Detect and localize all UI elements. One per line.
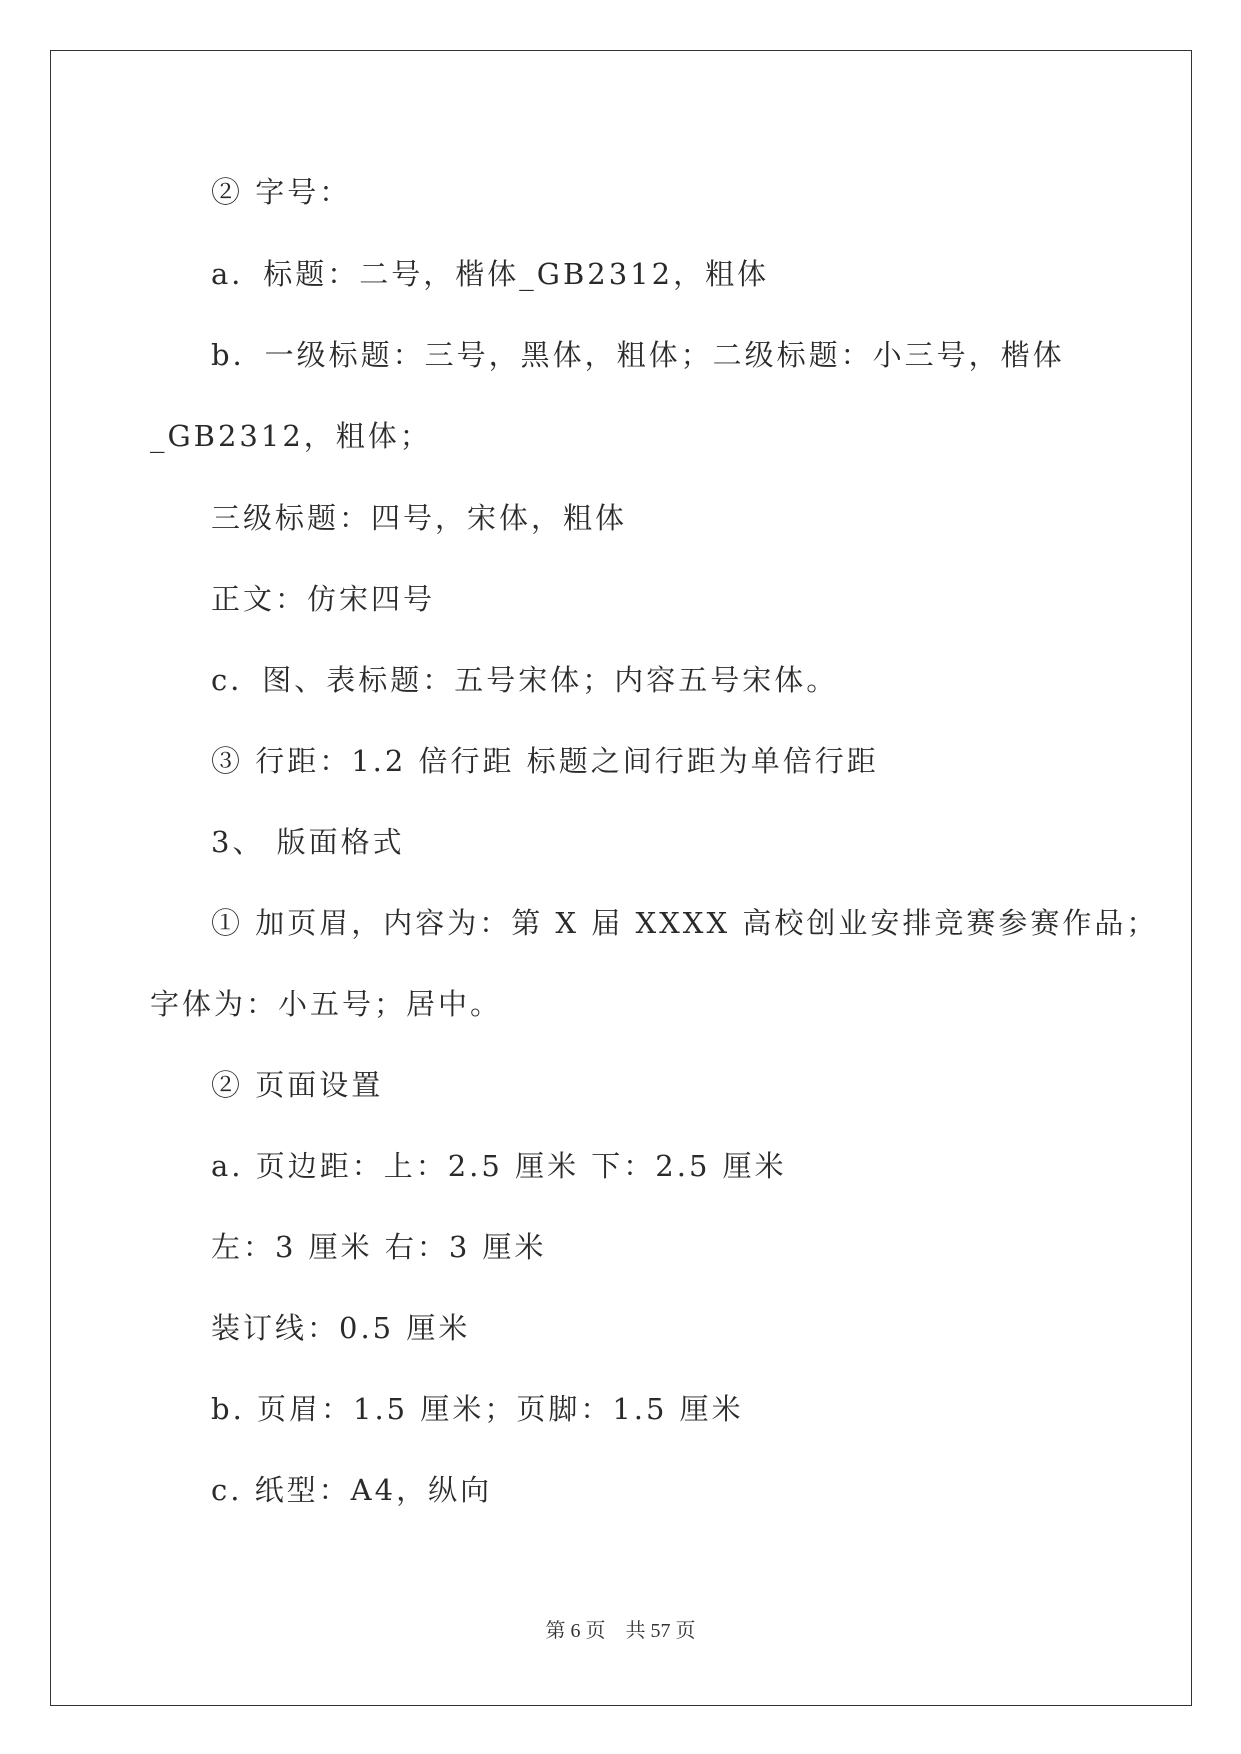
page-number: 第 6 页 共 57 页	[545, 1620, 696, 1642]
section-heading: 3、 版面格式	[211, 825, 405, 859]
page-border	[50, 50, 1192, 1706]
doc-line: b. 页眉：1.5 厘米；页脚：1.5 厘米	[211, 1392, 744, 1426]
doc-line: a．标题：二号，楷体_GB2312，粗体	[211, 257, 770, 291]
doc-line: 三级标题：四号，宋体，粗体	[211, 501, 628, 535]
doc-line: 正文：仿宋四号	[211, 582, 436, 616]
doc-line: ① 加页眉，内容为：第 X 届 XXXX 高校创业安排竞赛参赛作品；	[211, 906, 1159, 940]
doc-line: 装订线：0.5 厘米	[211, 1311, 471, 1345]
doc-line: a. 页边距：上：2.5 厘米 下：2.5 厘米	[211, 1149, 787, 1183]
doc-line: _GB2312，粗体；	[150, 419, 432, 453]
doc-line: ③ 行距：1.2 倍行距 标题之间行距为单倍行距	[211, 744, 879, 778]
doc-line: 字体为：小五号；居中。	[150, 987, 503, 1021]
doc-line: c. 纸型：A4，纵向	[211, 1473, 493, 1507]
doc-line: c．图、表标题：五号宋体；内容五号宋体。	[211, 663, 839, 697]
doc-line: ② 字号：	[211, 175, 352, 209]
doc-line: ② 页面设置	[211, 1068, 384, 1102]
doc-line: 左：3 厘米 右：3 厘米	[211, 1230, 547, 1264]
doc-line: b．一级标题：三号，黑体，粗体；二级标题：小三号，楷体	[211, 338, 1065, 372]
